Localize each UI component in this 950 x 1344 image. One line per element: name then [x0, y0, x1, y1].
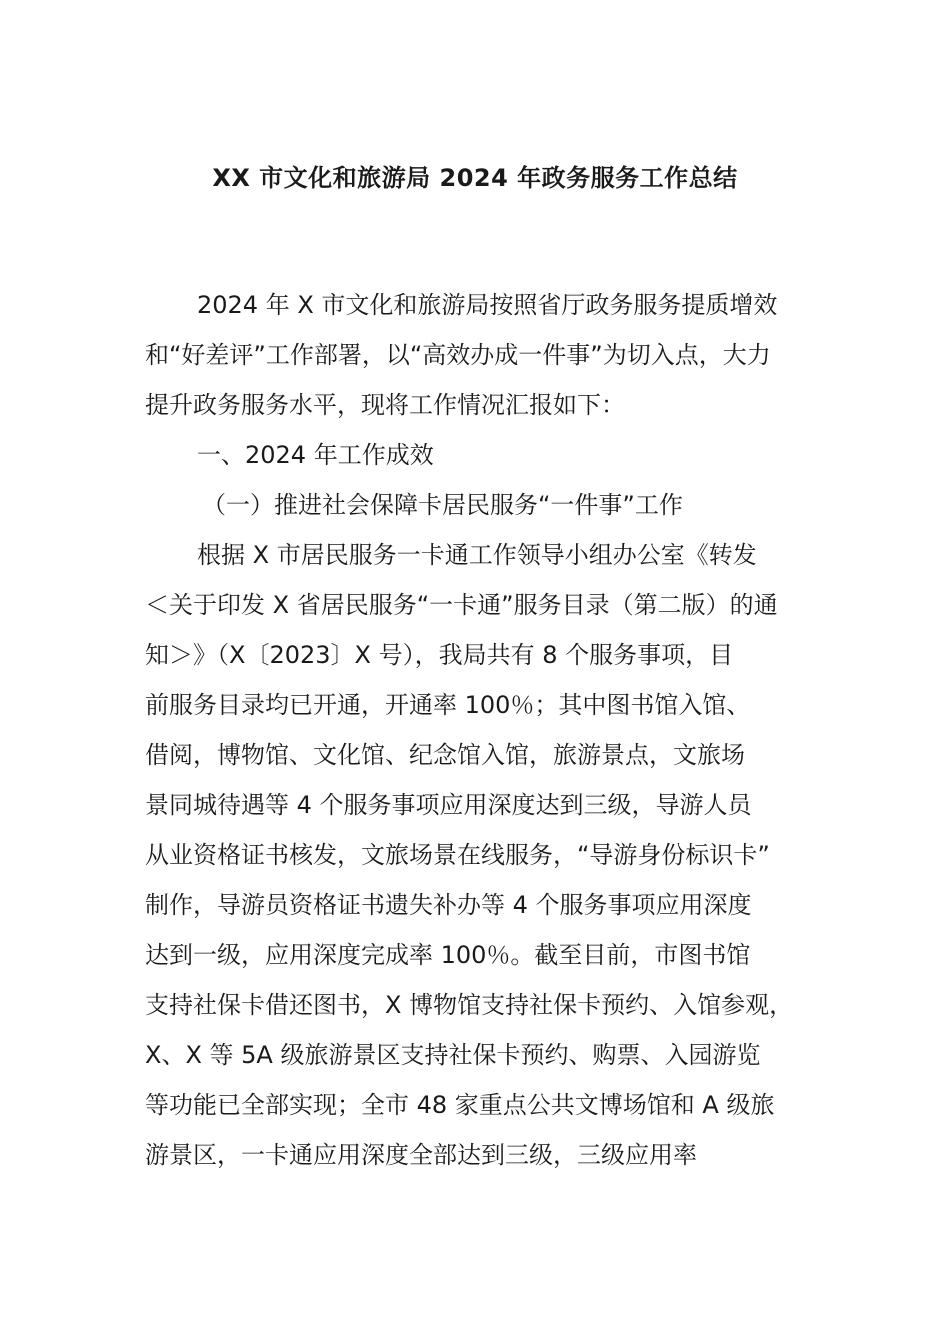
paragraph-line: 提升政务服务水平，现将工作情况汇报如下：: [145, 391, 625, 419]
paragraph-line: 2024 年 X 市文化和旅游局按照省厅政务服务提质增效: [197, 291, 778, 319]
paragraph-line: 达到一级，应用深度完成率 100％。截至目前，市图书馆: [145, 941, 751, 969]
paragraph-line: 制作，导游员资格证书遗失补办等 4 个服务事项应用深度: [145, 891, 752, 919]
paragraph-line: 等功能已全部实现；全市 48 家重点公共文博场馆和 A 级旅: [145, 1091, 775, 1119]
document-body: [145, 280, 825, 1180]
paragraph-line: 从业资格证书核发，文旅场景在线服务，“导游身份标识卡”: [145, 841, 770, 869]
paragraph-line: X、X 等 5A 级旅游景区支持社保卡预约、购票、入园游览: [145, 1041, 761, 1069]
paragraph-line: 知＞》（X〔2023〕X 号），我局共有 8 个服务事项，目: [145, 641, 734, 669]
document-title: XX 市文化和旅游局 2024 年政务服务工作总结: [212, 164, 738, 192]
paragraph-line: 根据 X 市居民服务一卡通工作领导小组办公室《转发: [197, 541, 757, 569]
paragraph-line: 景同城待遇等 4 个服务事项应用深度达到三级，导游人员: [145, 791, 752, 819]
paragraph-line: 游景区，一卡通应用深度全部达到三级，三级应用率: [145, 1141, 697, 1169]
paragraph-line: 前服务目录均已开通，开通率 100％；其中图书馆入馆、: [145, 691, 751, 719]
paragraph-line: 借阅，博物馆、文化馆、纪念馆入馆，旅游景点，文旅场: [145, 741, 745, 769]
paragraph-line: ＜关于印发 X 省居民服务“一卡通”服务目录（第二版）的通: [145, 591, 778, 619]
paragraph-line: 支持社保卡借还图书，X 博物馆支持社保卡预约、入馆参观，: [145, 991, 794, 1019]
paragraph-line: 和“好差评”工作部署，以“高效办成一件事”为切入点，大力: [145, 341, 771, 369]
subsection-heading: （一）推进社会保障卡居民服务“一件事”工作: [202, 491, 683, 519]
section-heading: 一、2024 年工作成效: [197, 441, 434, 469]
